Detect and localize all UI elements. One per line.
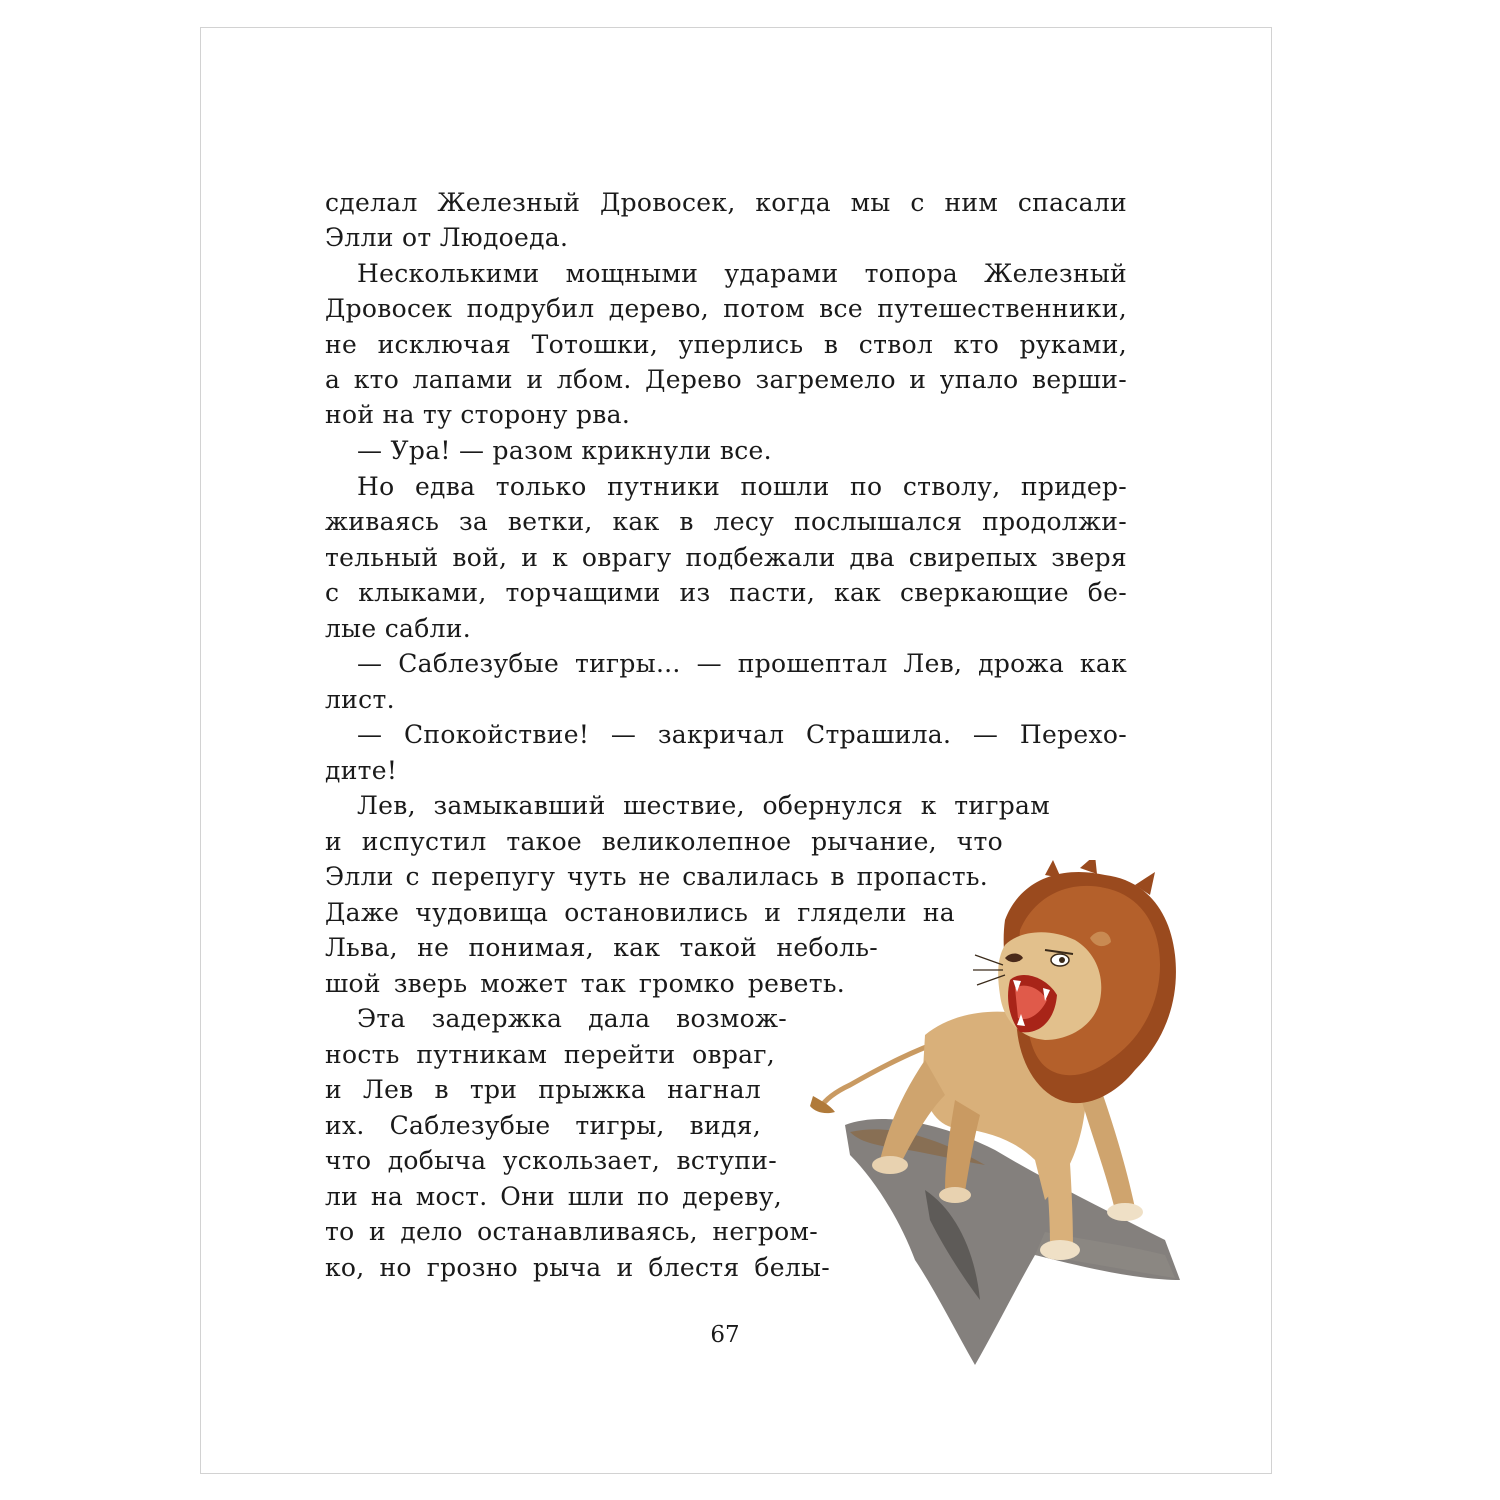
text-line: ко, но грозно рыча и блестя белы- — [325, 1253, 830, 1282]
text-line: живаясь за ветки, как в лесу послышался продолжи- — [325, 507, 1127, 536]
text-line: лист. — [325, 685, 395, 714]
text-line: и испустил такое великолепное рычание, что — [325, 827, 1003, 856]
text-line: с клыками, торчащими из пасти, как сверкающие бе- — [325, 578, 1127, 607]
text-line: ли на мост. Они шли по дереву, — [325, 1182, 782, 1211]
text-line: что добыча ускользает, вступи- — [325, 1146, 777, 1175]
page-number: 67 — [710, 1322, 740, 1348]
text-line: Даже чудовища остановились и глядели на — [325, 898, 955, 927]
text-line: не исключая Тотошки, уперлись в ствол кто руками, — [325, 330, 1127, 359]
text-line: — Спокойствие! — закричал Страшила. — Перехо- — [357, 720, 1127, 749]
text-line: — Саблезубые тигры... — прошептал Лев, дрожа как — [357, 649, 1127, 678]
roaring-lion-illustration-icon — [805, 860, 1190, 1370]
text-line: сделал Железный Дровосек, когда мы с ним спасали — [325, 188, 1127, 217]
text-line: ность путникам перейти овраг, — [325, 1040, 775, 1069]
text-line: Элли от Людоеда. — [325, 223, 569, 252]
text-line: шой зверь может так громко реветь. — [325, 969, 845, 998]
text-line: Эта задержка дала возмож- — [357, 1004, 787, 1033]
text-line: Льва, не понимая, как такой неболь- — [325, 933, 878, 962]
text-line: то и дело останавливаясь, негром- — [325, 1217, 818, 1246]
text-line: Лев, замыкавший шествие, обернулся к тиграм — [357, 791, 1050, 820]
text-line: и Лев в три прыжка нагнал — [325, 1075, 761, 1104]
text-line: а кто лапами и лбом. Дерево загремело и упало верши- — [325, 365, 1127, 394]
text-line: тельный вой, и к оврагу подбежали два свирепых зверя — [325, 543, 1127, 572]
text-line: Дровосек подрубил дерево, потом все путешественники, — [325, 294, 1127, 323]
text-line: ной на ту сторону рва. — [325, 400, 631, 429]
text-line: Но едва только путники пошли по стволу, придер- — [357, 472, 1127, 501]
text-line: — Ура! — разом крикнули все. — [357, 436, 772, 465]
text-line: Элли с перепугу чуть не свалилась в пропасть. — [325, 862, 988, 891]
text-line: Несколькими мощными ударами топора Железный — [357, 259, 1127, 288]
text-line: их. Саблезубые тигры, видя, — [325, 1111, 761, 1140]
text-line: лые сабли. — [325, 614, 471, 643]
text-line: дите! — [325, 756, 398, 785]
